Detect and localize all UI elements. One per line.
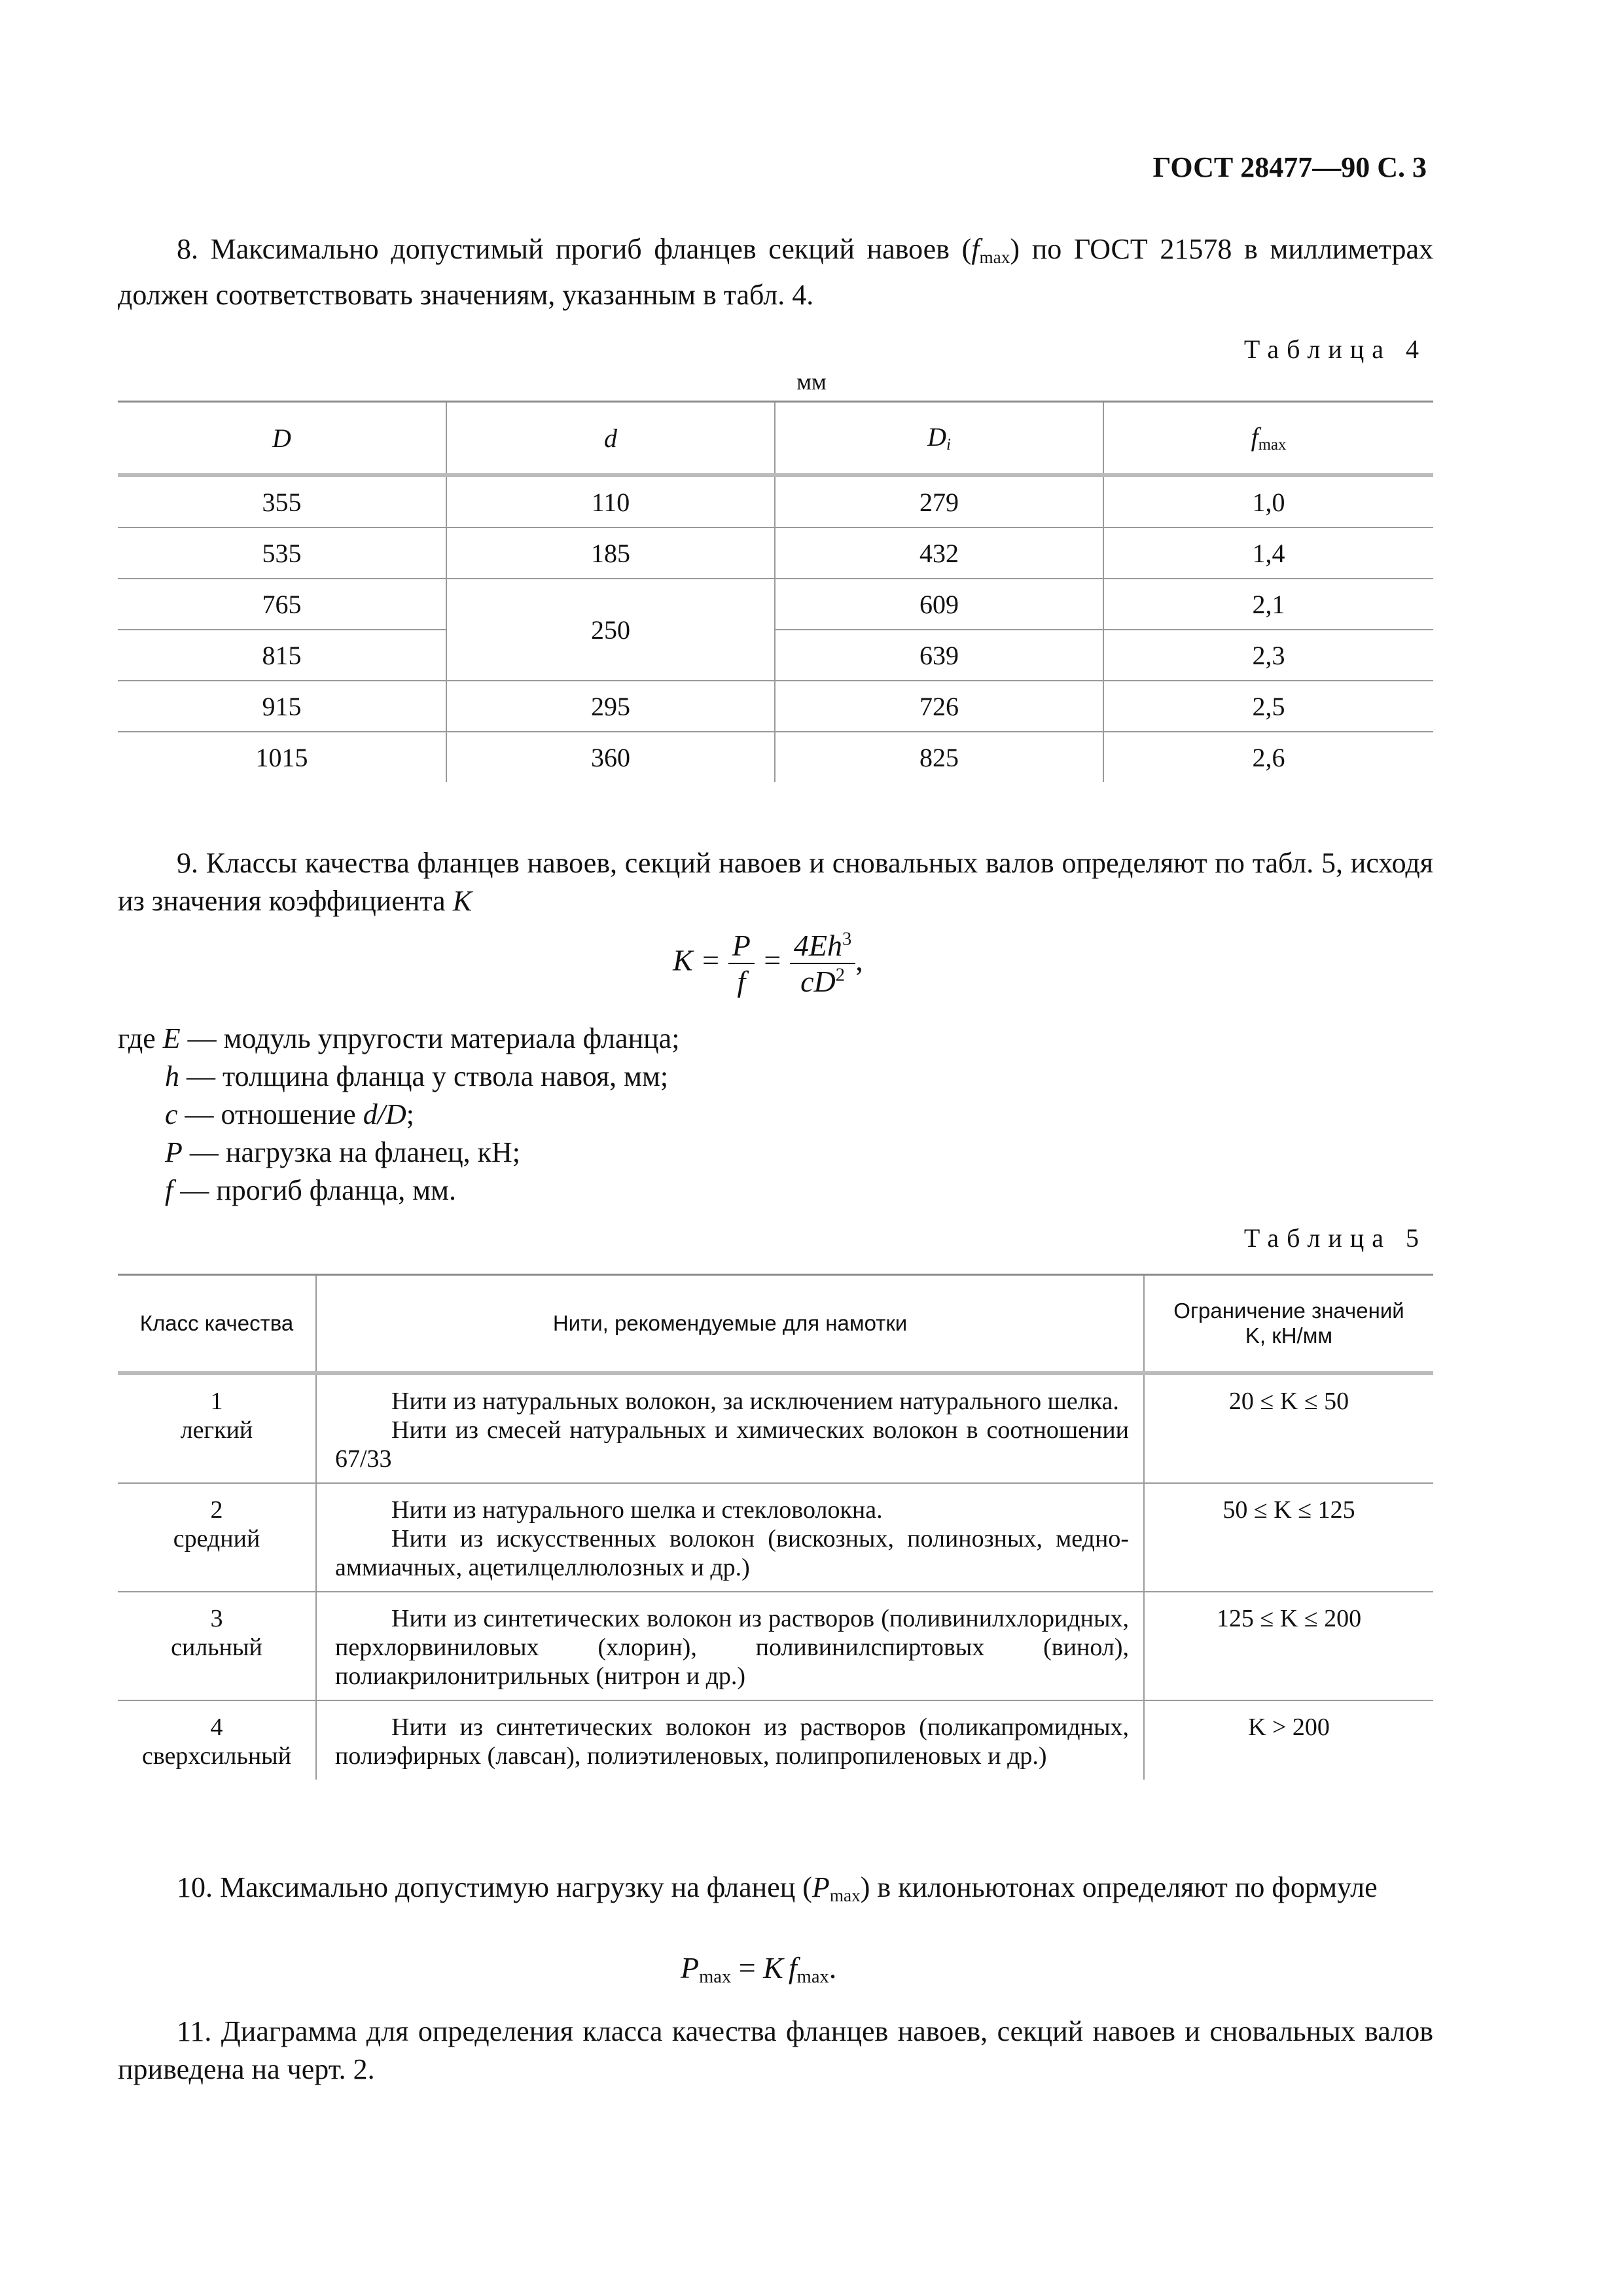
header-d: d (446, 402, 775, 476)
table-4-header-row (118, 402, 1433, 476)
limit-cell: 20 ≤ K ≤ 50 (1144, 1373, 1433, 1483)
table-4 (118, 401, 1433, 782)
cell-D: 355 (118, 475, 446, 528)
definition-P: P — нагрузка на фланец, кН; (165, 1136, 521, 1168)
class-cell: 1 легкий (118, 1373, 316, 1483)
definition-h: h — толщина фланца у ствола навоя, мм; (165, 1060, 669, 1092)
header-threads: Нити, рекомендуемые для намотки (316, 1275, 1144, 1374)
cell-Di: 726 (775, 681, 1103, 732)
header-fmax: $f_{max}$ (1103, 402, 1433, 476)
cell-fmax: 2,6 (1103, 732, 1433, 782)
cell-Di: 639 (775, 630, 1103, 681)
threads-cell: Нити из натуральных волокон, за исключением натурального шелка. Нити из смесей натуральных и химических волокон в соотношении 67/33 (316, 1373, 1144, 1483)
paragraph-9: 9. Классы качества фланцев навоев, секций навоев и сновальных валов определяют по табл. 5, исходя из значения коэффициента K (118, 847, 1433, 917)
table-row (118, 1373, 1433, 1483)
definition-c: c — отношение d/D; (165, 1098, 414, 1130)
cell-fmax: 1,0 (1103, 475, 1433, 528)
fraction-P-f: $\frac{P}{f}$ (728, 928, 755, 999)
cell-fmax: 2,3 (1103, 630, 1433, 681)
header-class: Класс качества (118, 1275, 316, 1374)
formula-Pmax: $P_{max} = K$ $f_{max}$. (681, 1951, 837, 1988)
header-limit: Ограничение значений K, кН/мм (1144, 1275, 1433, 1374)
cell-D: 535 (118, 528, 446, 579)
table-row (118, 475, 1433, 528)
header-D: D (118, 402, 446, 476)
threads-cell: Нити из натурального шелка и стекловолокна. Нити из искусственных волокон (вискозных, полинозных, медно-аммиачных, ацетилцеллюлозных и др.) (316, 1483, 1144, 1592)
cell-D: 915 (118, 681, 446, 732)
cell-Di: 279 (775, 475, 1103, 528)
cell-D: 815 (118, 630, 446, 681)
definition-E: где E — модуль упругости материала фланца; (118, 1022, 680, 1054)
class-cell: 4 сверхсильный (141, 1713, 292, 1770)
fraction-4Eh3-cD2: $\frac{4Eh^3}{cD^2}$ (790, 928, 855, 999)
page-header: ГОСТ 28477—90 С. 3 (1152, 151, 1427, 183)
cell-fmax: 1,4 (1103, 528, 1433, 579)
table-row (118, 528, 1433, 579)
table-row (118, 732, 1433, 782)
threads-cell: Нити из синтетических волокон из растворов (поливинилхлоридных, перхлорвиниловых (хлорин), поливинилспиртовых (винол), полиакрилонитрильных (нитрон и др.) (316, 1592, 1144, 1700)
cell-d-merged: 250 (446, 579, 775, 681)
cell-d: 360 (446, 732, 775, 782)
cell-d: 110 (446, 475, 775, 528)
cell-Di: 609 (775, 579, 1103, 630)
cell-fmax: 2,1 (1103, 579, 1433, 630)
symbol-definitions (118, 1020, 679, 1210)
definition-f: f — прогиб фланца, мм. (165, 1174, 456, 1206)
formula-K: K = $\frac{P}{f}$ = $\frac{4Eh^3}{cD^2}$ , (673, 929, 863, 998)
table-row (118, 630, 1433, 681)
paragraph-10: 10. Максимально допустимую нагрузку на фланец $(P_{max})$ в килоньютонах определяют по формуле (177, 1871, 1378, 1905)
class-cell: 3 сильный (118, 1592, 316, 1700)
paragraph-8: 8. Максимально допустимый прогиб фланцев секций навоев $(f_{max})$ по ГОСТ 21578 в миллиметрах должен соответствовать значениям, указанным в табл. 4. (118, 233, 1433, 311)
table-row (118, 681, 1433, 732)
table-5-header-row (118, 1275, 1433, 1374)
cell-D: 1015 (255, 742, 308, 772)
limit-cell: K > 200 (1144, 1700, 1433, 1780)
table-row (118, 579, 1433, 630)
cell-d: 185 (446, 528, 775, 579)
cell-D: 765 (118, 579, 446, 630)
cell-d: 295 (446, 681, 775, 732)
class-cell: 2 средний (118, 1483, 316, 1592)
table-5 (118, 1274, 1433, 1780)
cell-Di: 432 (775, 528, 1103, 579)
table-4-caption: Таблица 4 (1243, 334, 1427, 364)
paragraph-11: 11. Диаграмма для определения класса качества фланцев навоев, секций навоев и сновальных валов приведена на черт. 2. (118, 2015, 1433, 2085)
cell-fmax: 2,5 (1103, 681, 1433, 732)
table-4-units: мм (796, 368, 827, 395)
table-row (118, 1592, 1433, 1700)
table-row (118, 1700, 1433, 1780)
table-row (118, 1483, 1433, 1592)
threads-cell: Нити из синтетических волокон из растворов (поликапромидных, полиэфирных (лавсан), полиэтиленовых, полипропиленовых и др.) (316, 1700, 1144, 1780)
table-5-caption: Таблица 5 (1243, 1223, 1427, 1253)
limit-cell: 125 ≤ K ≤ 200 (1144, 1592, 1433, 1700)
header-Di: $D_i$ (775, 402, 1103, 476)
limit-cell: 50 ≤ K ≤ 125 (1144, 1483, 1433, 1592)
cell-Di: 825 (775, 732, 1103, 782)
